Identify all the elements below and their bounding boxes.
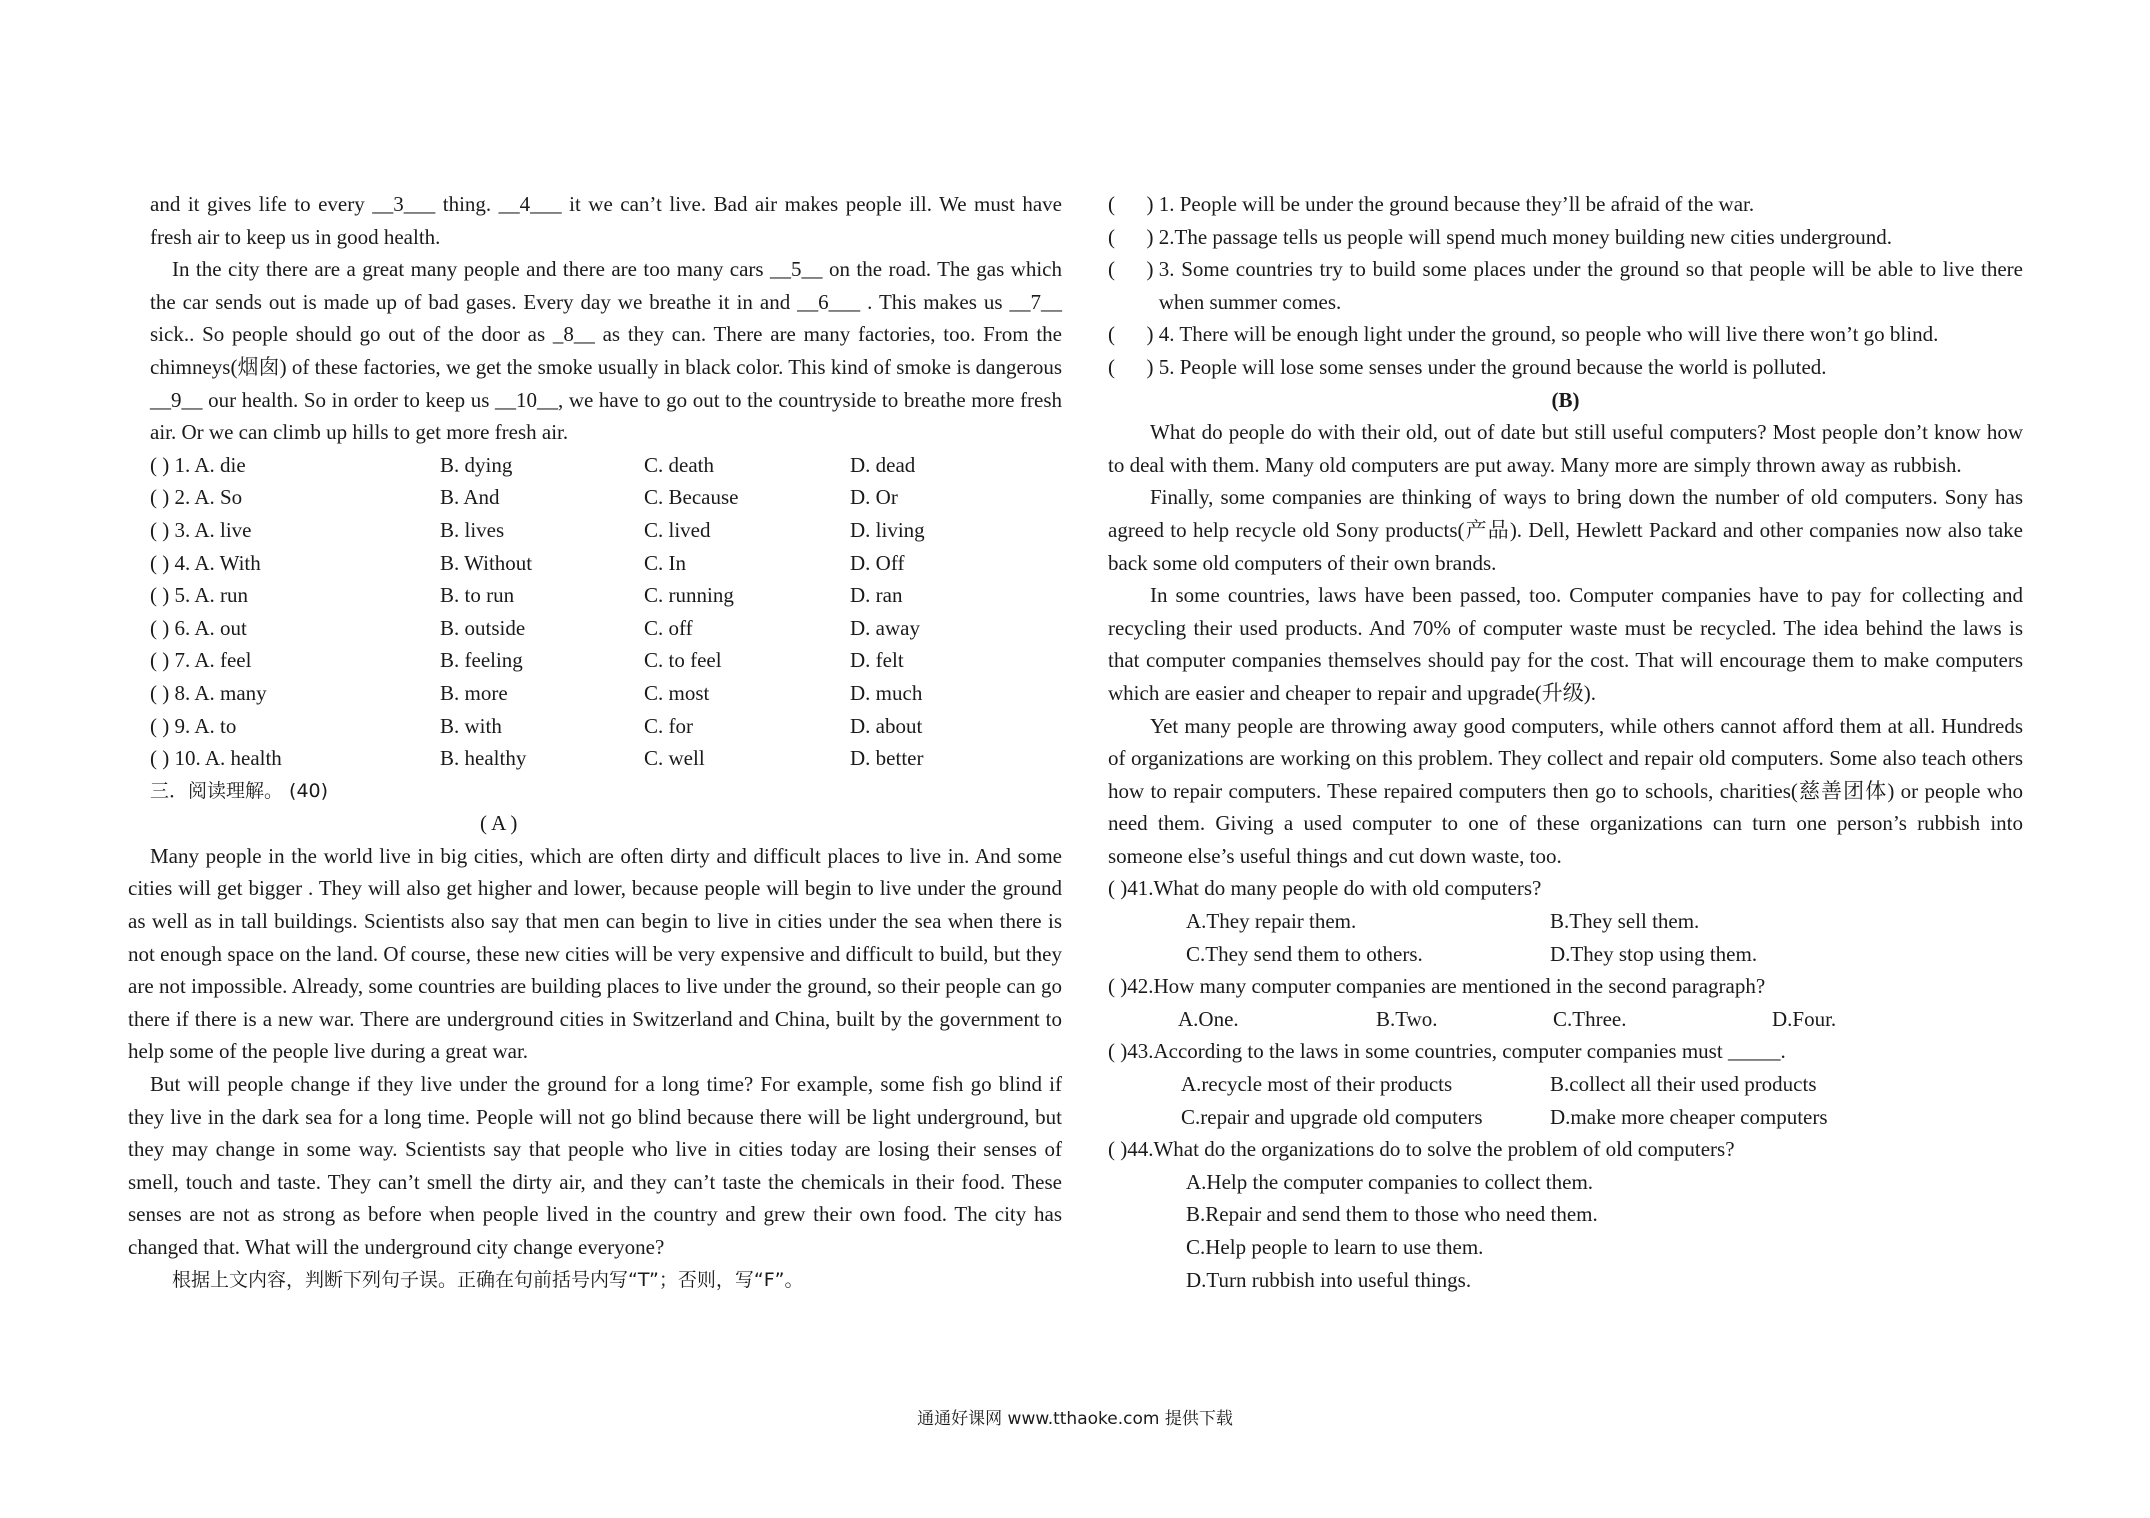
question-44-option-d-row — [1108, 1264, 2023, 1297]
question-44-option-c-row — [1108, 1231, 2023, 1264]
question-43 — [1108, 1035, 2023, 1068]
question-43-options-2 — [1108, 1101, 2023, 1134]
true-false-item — [1108, 188, 2023, 221]
passage-b-paragraph-3: In some countries, laws have been passed, too. Computer companies have to pay for collecting and recycling their used products. And 70% of computer waste must be recycled. The idea behind the laws is that computer companies themselves should pay for the cost. That will encourage them to make computers which are easier and cheaper to repair and upgrade(升级). — [1108, 583, 2023, 705]
cloze-option-c: C. for — [644, 713, 693, 738]
cloze-number-and-option-a: ( ) 1. A. die — [150, 452, 246, 477]
question-43-options-1 — [1108, 1068, 2023, 1101]
answer-bracket[interactable]: ( ) — [1108, 192, 1159, 216]
cloze-choice-row — [150, 579, 1062, 612]
passage-a-paragraph-2: But will people change if they live under the ground for a long time? For example, some fish go blind if they live in the dark sea for a long time. People will not go blind because there will be light underground, but they may change in some way. Scientists say that people who live in cities today are losing their senses of smell, touch and taste. They can’t smell the dirty air, and they can’t taste the chemicals in their food. These senses are not as strong as before when people lived in the country and grew their own food. The city has changed that. What will the underground city change everyone? — [128, 1072, 1062, 1259]
cloze-option-c: C. to feel — [644, 648, 722, 673]
question-42-option-d: D.Four. — [1772, 1006, 1837, 1031]
cloze-option-b: B. lives — [440, 517, 505, 542]
passage-b-paragraph-2: Finally, some companies are thinking of ways to bring down the number of old computers. Sony has agreed to help recycle old Sony products(产品). Dell, Hewlett Packard and other companies now also take back some old computers of their own brands. — [1108, 485, 2023, 575]
cloze-option-c: C. death — [644, 452, 714, 477]
cloze-choice-row — [150, 612, 1062, 645]
cloze-option-c: C. most — [644, 680, 710, 705]
cloze-option-d: D. away — [850, 615, 920, 640]
cloze-option-b: B. more — [440, 680, 508, 705]
passage-a-paragraph-1: Many people in the world live in big cities, which are often dirty and difficult places to live in. And some cities will get bigger . They will also get higher and lower, because people will begin to live under the ground as well as in tall buildings. Scientists also say that men can begin to live in cities under the sea when there is not enough space on the land. Of course, these new cities will be very expensive and difficult to build, but they are not impossible. Already, some countries are building places to live under the ground, so their people can go there if there is a new war. There are underground cities in Switzerland and China, built by the government to help some of the people live during a great war. — [128, 843, 1062, 1064]
cloze-choice-row — [150, 742, 1062, 775]
passage-b-paragraph-4: Yet many people are throwing away good computers, while others cannot afford them at all. Hundreds of organizations are working on this problem. They collect and repair old computers. Some also teach others how to repair computers. These repaired computers then go to schools, charities(慈善团体) or people who need them. Giving a used computer to one of these organizations can turn one person’s rubbish into someone else’s useful things and cut down waste, too. — [1108, 713, 2023, 868]
cloze-choice-row — [150, 514, 1062, 547]
cloze-option-d: D. dead — [850, 452, 916, 477]
true-false-statement: 5. People will lose some senses under the ground because the world is polluted. — [1158, 354, 1827, 379]
cloze-option-b: B. to run — [440, 583, 515, 608]
passage-b-title: (B) — [1551, 387, 1580, 412]
true-false-item — [1108, 318, 2023, 351]
cloze-option-d: D. better — [850, 746, 924, 771]
cloze-number-and-option-a: ( ) 4. A. With — [150, 550, 261, 575]
cloze-choice-row — [150, 547, 1062, 580]
cloze-option-b: B. outside — [440, 615, 526, 640]
question-44-option-d: D.Turn rubbish into useful things. — [1186, 1267, 1472, 1292]
question-44-option-b: B.Repair and send them to those who need them. — [1186, 1202, 1598, 1227]
cloze-number-and-option-a: ( ) 6. A. out — [150, 615, 247, 640]
true-false-list — [1108, 188, 2023, 384]
answer-bracket[interactable]: ( ) — [1108, 224, 1159, 249]
cloze-option-c: C. running — [644, 583, 734, 608]
cloze-option-c: C. In — [644, 550, 686, 575]
cloze-option-d: D. ran — [850, 583, 903, 608]
answer-bracket[interactable]: ( ) — [1108, 354, 1159, 379]
cloze-option-d: D. Or — [850, 485, 898, 510]
true-false-statement: 2.The passage tells us people will spend much money building new cities underground. — [1158, 224, 1893, 249]
cloze-choice-row — [150, 449, 1062, 482]
passage-a-title: ( A ) — [480, 811, 518, 836]
question-43-option-b: B.collect all their used products — [1550, 1072, 1817, 1097]
question-44-stem: ( )44.What do the organizations do to solve the problem of old computers? — [1108, 1137, 1735, 1162]
question-44-option-b-row — [1108, 1198, 2023, 1231]
cloze-option-c: C. well — [644, 746, 705, 771]
cloze-option-b: B. And — [440, 485, 500, 510]
true-false-item — [1108, 351, 2023, 384]
section-title: 三．阅读理解。 (40) — [150, 779, 329, 802]
cloze-choice-row — [150, 644, 1062, 677]
true-false-instruction: 根据上文内容，判断下列句子误。正确在句前括号内写“T”；否则，写“F”。 — [172, 1268, 804, 1291]
cloze-number-and-option-a: ( ) 3. A. live — [150, 517, 252, 542]
question-41-options-1 — [1108, 905, 2023, 938]
true-false-statement: 1. People will be under the ground because they’ll be afraid of the war. — [1158, 192, 1755, 216]
cloze-paragraph-2: In the city there are a great many people and there are too many cars __5__ on the road. The gas which the car sends out is made up of bad gases. Every day we breathe it in and __6___ . This makes us __7__ sick.. So people should go out of the door as _8__ as they can. There are many factories, too. From the chimneys(烟囱) of these factories, we get the smoke usually in black color. This kind of smoke is dangerous __9__ our health. So in order to keep us __10__, we have to go out to the countryside to breathe more fresh air. Or we can climb up hills to get more fresh air. — [150, 257, 1062, 445]
question-42 — [1108, 970, 2023, 1003]
cloze-number-and-option-a: ( ) 5. A. run — [150, 583, 248, 608]
cloze-choice-row — [150, 710, 1062, 743]
cloze-number-and-option-a: ( ) 7. A. feel — [150, 648, 252, 673]
passage-a-title-row — [150, 807, 1062, 840]
question-41 — [1108, 872, 2023, 905]
question-42-option-a: A.One. — [1178, 1006, 1239, 1031]
true-false-item — [1108, 253, 2023, 318]
cloze-option-b: B. Without — [440, 550, 533, 575]
cloze-option-c: C. off — [644, 615, 693, 640]
cloze-choice-row — [150, 481, 1062, 514]
cloze-option-c: C. lived — [644, 517, 711, 542]
answer-bracket[interactable]: ( ) — [1108, 257, 1159, 282]
cloze-paragraph-1: and it gives life to every __3___ thing. __4___ it we can’t live. Bad air makes people ill. We must have fresh air to keep us in good health. — [150, 192, 1062, 249]
true-false-statement: 3. Some countries try to build some places under the ground so that people will be able to live there when summer comes. — [1158, 257, 2023, 314]
cloze-choice-row — [150, 677, 1062, 710]
cloze-number-and-option-a: ( ) 9. A. to — [150, 713, 237, 738]
answer-bracket[interactable]: ( ) — [1108, 322, 1159, 347]
question-42-options — [1108, 1003, 2023, 1036]
cloze-option-b: B. feeling — [440, 648, 523, 673]
cloze-choices — [150, 449, 1062, 775]
true-false-item — [1108, 221, 2023, 254]
instruction-row — [150, 1264, 1062, 1297]
passage-b-paragraph-1: What do people do with their old, out of date but still useful computers? Most people don’t know how to deal with them. Many old computers are put away. Many more are simply thrown away as rubbish. — [1108, 420, 2023, 477]
cloze-number-and-option-a: ( ) 8. A. many — [150, 680, 267, 705]
question-41-option-b: B.They sell them. — [1550, 909, 1700, 934]
right-column — [1108, 188, 2023, 1296]
cloze-option-d: D. much — [850, 680, 923, 705]
cloze-number-and-option-a: ( ) 2. A. So — [150, 485, 243, 510]
cloze-option-b: B. healthy — [440, 746, 527, 771]
cloze-option-d: D. living — [850, 517, 925, 542]
true-false-statement: 4. There will be enough light under the ground, so people who will live there won’t go blind. — [1158, 322, 1939, 347]
question-41-stem: ( )41.What do many people do with old computers? — [1108, 876, 1542, 901]
question-44 — [1108, 1133, 2023, 1166]
question-43-stem: ( )43.According to the laws in some countries, computer companies must _____. — [1108, 1039, 1786, 1064]
cloze-option-d: D. about — [850, 713, 923, 738]
cloze-option-b: B. dying — [440, 452, 513, 477]
question-41-options-2 — [1108, 938, 2023, 971]
question-44-option-a: A.Help the computer companies to collect them. — [1186, 1169, 1594, 1194]
question-41-option-c: C.They send them to others. — [1186, 941, 1423, 966]
question-43-option-d: D.make more cheaper computers — [1550, 1104, 1828, 1129]
cloze-option-c: C. Because — [644, 485, 739, 510]
question-42-option-b: B.Two. — [1376, 1006, 1438, 1031]
question-42-stem: ( )42.How many computer companies are mentioned in the second paragraph? — [1108, 974, 1766, 999]
question-44-option-a-row — [1108, 1166, 2023, 1199]
page-footer: 通通好课网 www.tthaoke.com 提供下载 — [917, 1409, 1233, 1429]
left-column — [128, 188, 1062, 1296]
cloze-option-d: D. Off — [850, 550, 905, 575]
question-43-option-c: C.repair and upgrade old computers — [1181, 1104, 1483, 1129]
question-44-option-c: C.Help people to learn to use them. — [1186, 1235, 1484, 1259]
cloze-option-b: B. with — [440, 713, 502, 738]
question-43-option-a: A.recycle most of their products — [1181, 1072, 1453, 1097]
cloze-number-and-option-a: ( ) 10. A. health — [150, 746, 282, 771]
section-title-row — [150, 775, 1062, 808]
question-41-option-d: D.They stop using them. — [1550, 941, 1758, 966]
cloze-option-d: D. felt — [850, 648, 904, 673]
question-42-option-c: C.Three. — [1553, 1006, 1627, 1031]
question-41-option-a: A.They repair them. — [1186, 909, 1357, 934]
